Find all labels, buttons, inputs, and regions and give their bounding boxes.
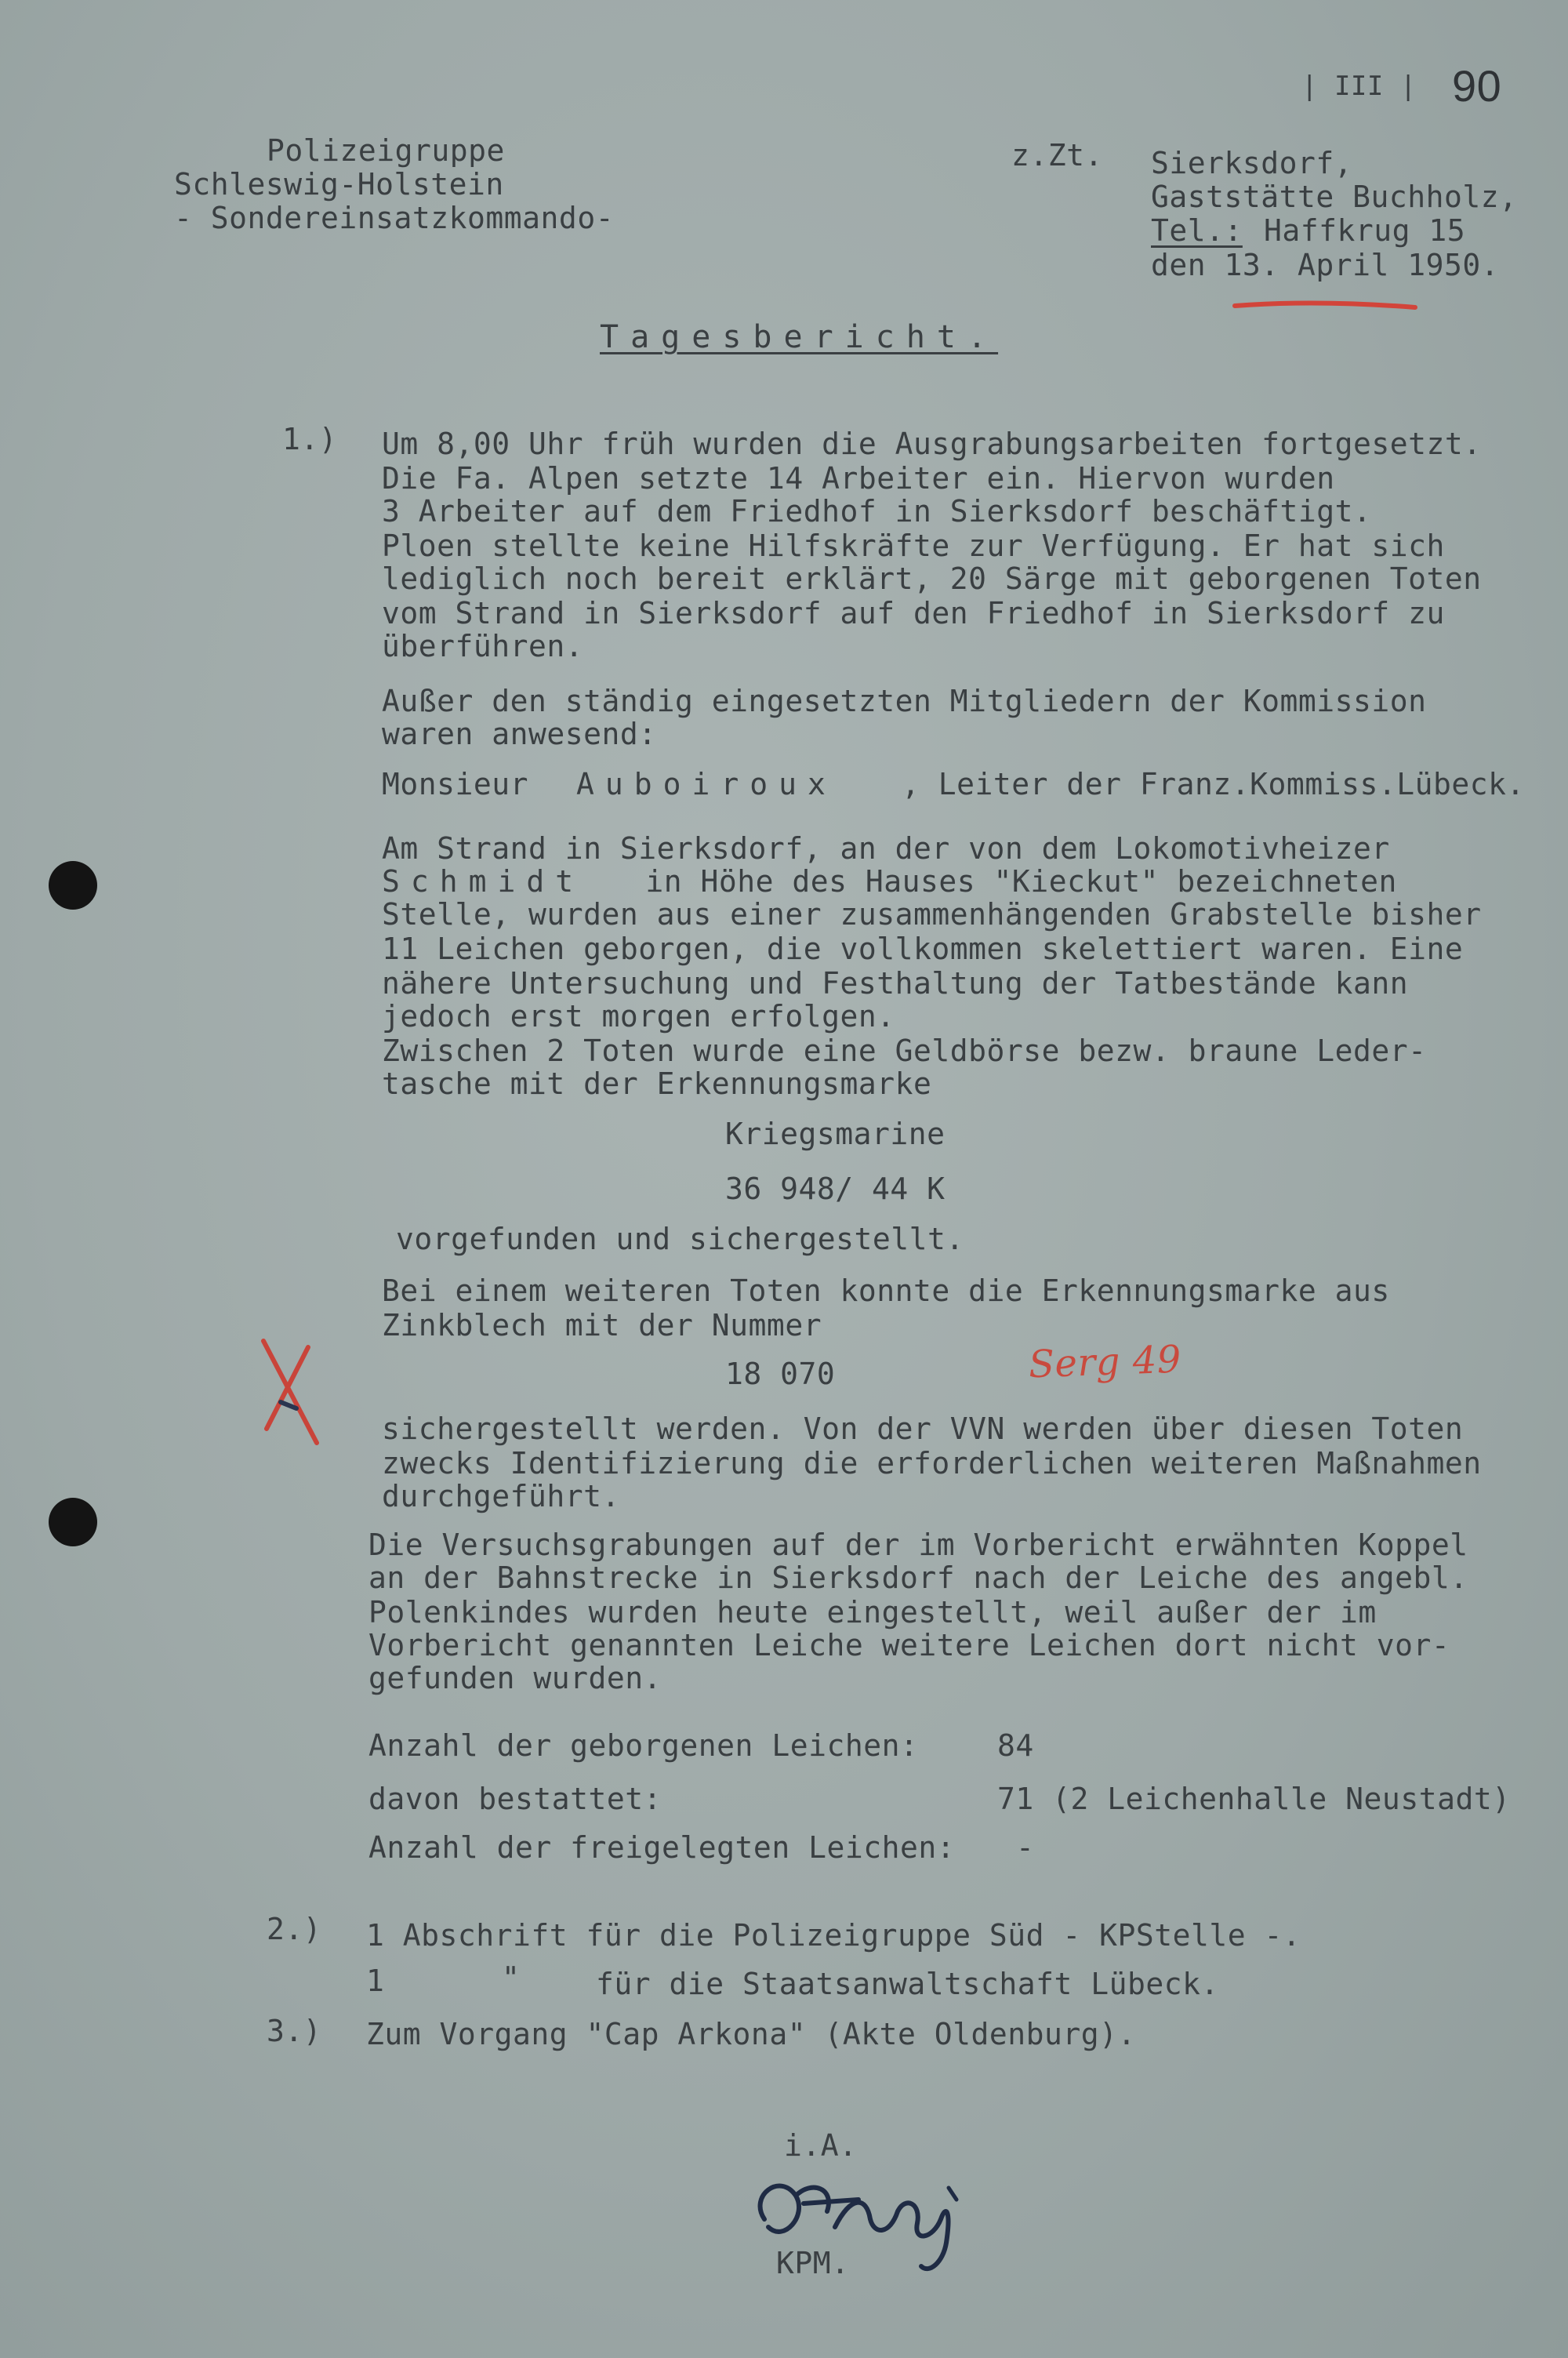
para3-line-1: Am Strand in Sierksdorf, an der von dem Lokomotivheizer	[382, 831, 1390, 866]
attendee-name: Auboiroux	[576, 767, 837, 801]
page-number: 90	[1452, 61, 1502, 111]
para6-line-3: Polenkindes wurden heute eingestellt, weil außer der im	[368, 1595, 1377, 1630]
para3-line-2: in Höhe des Hauses "Kieckut" bezeichneten	[627, 864, 1397, 899]
tag-number: 36 948/ 44 K	[725, 1172, 946, 1206]
sender-line-3: - Sondereinsatzkommando-	[174, 201, 615, 235]
para6-line-4: Vorbericht genannten Leiche weitere Leichen dort nicht vor-	[368, 1628, 1450, 1662]
para5-line-3: durchgeführt.	[382, 1479, 620, 1513]
signature-prefix: i.A.	[784, 2128, 858, 2163]
para3-line-5: nähere Untersuchung und Festhaltung der Tatbestände kann	[382, 966, 1409, 1001]
sender-line-2: Schleswig-Holstein	[174, 167, 504, 202]
para6-line-5: gefunden wurden.	[368, 1661, 662, 1695]
tag-organization: Kriegsmarine	[725, 1117, 946, 1151]
section-2-ditto-mark: "	[502, 1960, 521, 1995]
section-2-line-2: für die Staatsanwaltschaft Lübeck.	[596, 1967, 1219, 2001]
phone-number: Haffkrug 15	[1264, 213, 1466, 248]
signature-rank: KPM.	[776, 2246, 850, 2280]
para2-line-2: waren anwesend:	[382, 717, 657, 751]
para1-line-3: 3 Arbeiter auf dem Friedhof in Sierksdorf beschäftigt.	[382, 494, 1372, 529]
punch-hole-top	[49, 861, 97, 910]
report-date: den 13. April 1950.	[1151, 248, 1500, 282]
para3-line-3: Stelle, wurden aus einer zusammenhängenden Grabstelle bisher	[382, 897, 1482, 932]
para3-line-8: tasche mit der Erkennungsmarke	[382, 1066, 932, 1101]
red-underline-mark	[1231, 298, 1419, 314]
para3-line-7: Zwischen 2 Toten wurde eine Geldbörse bezw. braune Leder-	[382, 1034, 1427, 1068]
document-title: Tagesbericht.	[600, 319, 999, 355]
para6-line-1: Die Versuchsgrabungen auf der im Vorbericht erwähnten Koppel	[368, 1528, 1468, 1562]
phone-label: Tel.:	[1151, 213, 1243, 248]
stat-label-recovered: Anzahl der geborgenen Leichen:	[368, 1728, 919, 1763]
para1-line-5: lediglich noch bereit erklärt, 20 Särge mit geborgenen Toten	[382, 561, 1482, 596]
attendee-role: , Leiter der Franz.Kommiss.Lübeck.	[902, 767, 1525, 801]
para4-line-1: Bei einem weiteren Toten konnte die Erkennungsmarke aus	[382, 1273, 1390, 1308]
stat-value-exposed: -	[1016, 1830, 1035, 1865]
sender-line-1: Polizeigruppe	[267, 133, 505, 168]
tag-number-2: 18 070	[725, 1357, 836, 1391]
red-x-mark	[249, 1333, 328, 1451]
para5-line-2: zwecks Identifizierung die erforderlichen weiteren Maßnahmen	[382, 1446, 1482, 1481]
para5-line-1: sichergestellt werden. Von der VVN werden über diesen Toten	[382, 1412, 1464, 1446]
location-prefix: z.Zt.	[1011, 138, 1103, 173]
section-1-number: 1.)	[282, 422, 338, 456]
stat-value-recovered: 84	[997, 1728, 1034, 1763]
handwritten-note: Serg 49	[1028, 1337, 1182, 1387]
para1-line-6: vom Strand in Sierksdorf auf den Friedhof in Sierksdorf zu	[382, 596, 1445, 630]
section-2-line-2-count: 1	[366, 1964, 385, 1998]
stat-value-buried: 71 (2 Leichenhalle Neustadt)	[997, 1782, 1511, 1816]
location-line-1: Sierksdorf,	[1151, 146, 1353, 180]
section-2-number: 2.)	[267, 1912, 322, 1946]
stat-label-exposed: Anzahl der freigelegten Leichen:	[368, 1830, 956, 1865]
para1-line-1: Um 8,00 Uhr früh wurden die Ausgrabungsarbeiten fortgesetzt.	[382, 427, 1482, 461]
para1-line-7: überführen.	[382, 629, 584, 663]
para1-line-2: Die Fa. Alpen setzte 14 Arbeiter ein. Hiervon wurden	[382, 461, 1335, 496]
para1-line-4: Ploen stellte keine Hilfskräfte zur Verfügung. Er hat sich	[382, 529, 1445, 563]
para3-line-6: jedoch erst morgen erfolgen.	[382, 999, 895, 1034]
section-3-number: 3.)	[267, 2014, 322, 2048]
punch-hole-bottom	[49, 1498, 97, 1546]
section-3-text: Zum Vorgang "Cap Arkona" (Akte Oldenburg).	[366, 2017, 1136, 2051]
attendee-title: Monsieur	[382, 767, 529, 801]
para3-line-4: 11 Leichen geborgen, die vollkommen skelettiert waren. Eine	[382, 932, 1464, 966]
location-line-2: Gaststätte Buchholz,	[1151, 180, 1518, 214]
found-text: vorgefunden und sichergestellt.	[396, 1222, 964, 1256]
para6-line-2: an der Bahnstrecke in Sierksdorf nach der Leiche des angebl.	[368, 1560, 1468, 1595]
para3-name: Schmidt	[382, 864, 585, 899]
section-2-line-1: 1 Abschrift für die Polizeigruppe Süd - KPStelle -.	[366, 1918, 1301, 1953]
para2-line-1: Außer den ständig eingesetzten Mitgliedern der Kommission	[382, 684, 1427, 718]
para4-line-2: Zinkblech mit der Nummer	[382, 1308, 822, 1342]
stamp-marks: | III |	[1301, 71, 1417, 102]
stat-label-buried: davon bestattet:	[368, 1782, 662, 1816]
